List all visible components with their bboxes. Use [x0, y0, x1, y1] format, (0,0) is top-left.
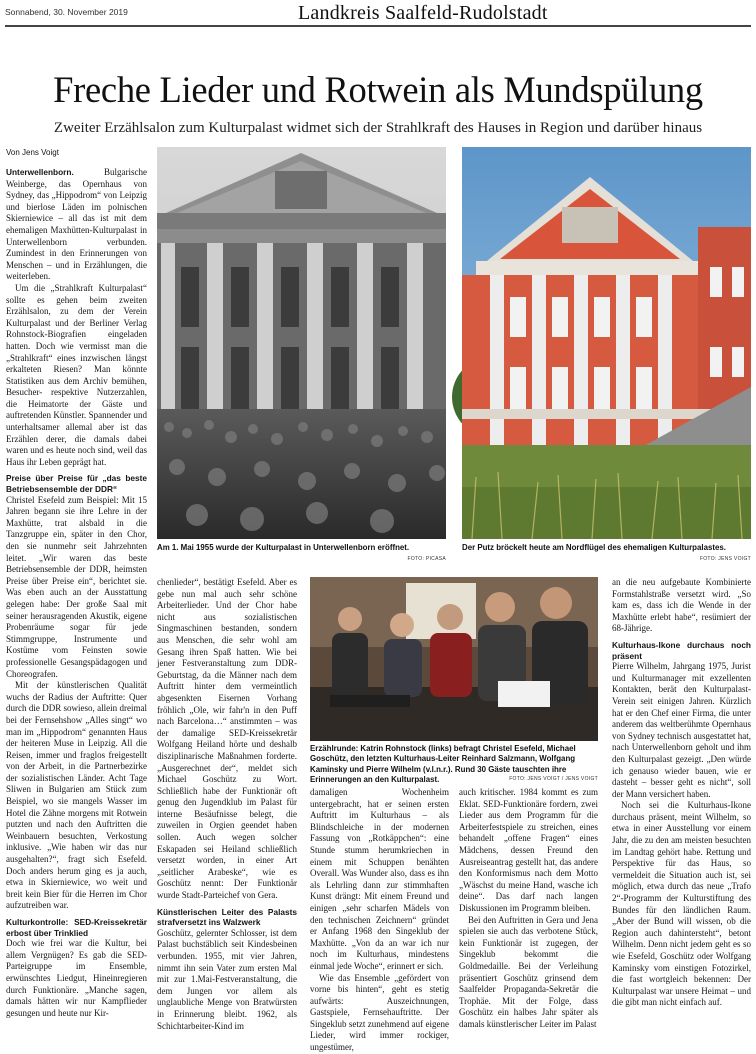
paragraph: chenlieder“, bestätigt Esefeld. Aber es gebe nun mal auch sehr schöne Arbeiterlieder. Und der Chor habe nicht aus sozialistischen Singmaschinen bestanden, sondern aus Menschen, die sehr wohl am Gesang ihren Spaß hatten. Wie bei jener Festveranstaltung zum DDR-Geburtstag, da die Männer nach dem Auftritt hinter dem vermeintlich abgesenkten Eisernen Vorhang fröhlich „Ole, wir fahr'n in den Puff nach Barcelona…“ anstimmten – was der damalige SED-Kreissekretär Wolfgang Heiland hörte und deshalb disziplinarische Maßnahmen forderte. „Ausgerechnet der“, meldet sich Michael Goschütz zu Wort. Schließlich habe der Funktionär oft genug den Jugendklub im Palast für interne Besäufnisse belegt, die zuweilen in Orgien geendet haben sollen. Auch wegen solcher Eskapaden sei Heiland schließlich versetzt worden, in einer Art „seitlicher Arabeske“, wie es Goschütz nennt: Der Funktionär wurde Stadt-Parteichef von Gera.: [157, 577, 297, 901]
text-column-2: [157, 577, 297, 1031]
photo-caption: Am 1. Mai 1955 wurde der Kulturpalast in Unterwellenborn eröffnet.: [157, 543, 410, 552]
historic-building-crowd-image: [157, 147, 446, 539]
photo-caption: Erzählrunde: Katrin Rohnstock (links) befragt Christel Esefeld, Michael Goschütz, den letzten Kulturhaus-Leiter Reinhard Salzmann, Wolfgang Kaminsky und Pierre Wilhelm (v.l.n.r.). Rund 30 Gäste tauschten ihre Erinnerungen an den Kulturpalast.: [310, 744, 576, 785]
paragraph: Bulgarische Weinberge, das Opernhaus von Sydney, das „Hippodrom“ von Leipzig und bierlose Läden im polnischen Skierniewice – all das ist mit dem ehemaligen Maxhütten-Kulturpalast in Unterwellenborn verbunden. Zumindest in den Erinnerungen von Menschen – und in Erzählungen, die weiterleben.: [6, 167, 147, 282]
photo-credit: FOTO: JENS VOIGT / JENS VOIGT: [509, 776, 598, 782]
byline: Von Jens Voigt: [6, 148, 59, 157]
crosshead: Künstlerischen Leiter des Palasts strafversetzt ins Walzwerk: [157, 906, 297, 928]
subheadline: Zweiter Erzählsalon zum Kulturpalast widmet sich der Strahlkraft des Hauses in Region und darüber hinaus: [53, 120, 703, 136]
discussion-panel-image: [310, 577, 598, 741]
paragraph: an die neu aufgebaute Kombinierte Formstahlstraße versetzt wird. „So kam es, dass ich die Wende in der Maxhütte erlebt habe“, resümiert der 68-Jährige.: [612, 577, 751, 634]
paragraph: Wie das Ensemble „gefördert von vorne bis hinten“, geht es stetig aufwärts: Auszeichnungen, Gastspiele, Fernsehauftritte. Der Singeklub setzt zunehmend auf eigene Lieder, wird immer rockiger, ungestümer,: [310, 972, 449, 1053]
text-column-1: [6, 167, 147, 1019]
photo-discussion: [310, 577, 598, 741]
paragraph: auch kritischer. 1984 kommt es zum Eklat. SED-Funktionäre fordern, zwei Lieder aus dem Programm für die Arbeiterfestspiele zu streichen, eines behandelt „offene Fragen“ eines Mädchens, dessen Freund den Ausreiseantrag gestellt hat, das andere den Konformismus nach dem Motto „Wäschst du meine Hand, wasche ich deine“. Das darf nach langen Diskussionen im Programm bleiben.: [459, 787, 598, 913]
paragraph: Mit der künstlerischen Qualität wuchs der Radius der Auftritte: Quer durch die DDR sowieso, allein dreimal bei der Fernsehshow „Alles singt“ wo man im „Hippodrom“ genannten Haus der heiteren Muse in Leipzig. All die Reisen, immer und fraglos freigestellt von der Arbeit, in die Partnerbezirke der sozialistischen Länder. Acht Tage Sliwen in Bulgarien am Stück zum Beispiel, wo sie mangels Wasser im Hotel die Zähne morgens mit Rotwein putzten und nach den Auftritten die Weinbauern besuchten, Verkostung inklusive. „Wie haben wir das nur ausgehalten?“, fragt sich Esefeld. Doch anders herum ging es ja auch, etwa in Skierniewice, wo weit und breit kein Bier für die Herren im Chor aufzutreiben war.: [6, 680, 147, 911]
photo-credit: FOTO: JENS VOIGT: [699, 556, 751, 562]
paragraph: Doch wie frei war die Kultur, bei allem Vergnügen? Es gab die SED-Parteigruppe im Ensemble, erwünschtes Liedgut, Hineinregieren durch Funktionäre. „Manche sagen, damals hätten wir nur Kampflieder gesungen und heute nur Kir-: [6, 938, 147, 1018]
text-column-3: [310, 787, 449, 1053]
text-column-4: [459, 787, 598, 1029]
photo-north-wing: [462, 147, 751, 539]
paragraph: Goschütz, gelernter Schlosser, ist dem Palast buchstäblich seit Kindesbeinen verbunden. 1955, mit vier Jahren, nimmt ihn sein Vater zum ersten Mal mit zur 1.Mai-Festveranstaltung, die dem Jungen vor allem als unglaubliche Menge von Bratwürsten in Erinnerung bleibt. 1962, als Schichtarbeiter-Kind im: [157, 927, 297, 1031]
headline: Freche Lieder und Rotwein als Mundspülung: [53, 69, 703, 110]
paragraph: Christel Esefeld zum Beispiel: Mit 15 Jahren begann sie ihre Lehre in der Maxhütte, trat alsbald in die Tanzgruppe ein, später in den Chor, den sie nunmehr seit Jahrzehnten leitet. „Wir waren das beste Betriebsensemble der DDR, heimsten Preise über Preise ein“, berichtet sie. Was eben auch an der Ausstattung gelegen habe: Der große Saal mit seiner herausragenden Akustik, eigene Probenräume sogar für jede Stimmgruppe, Instrumente und Kostüme vom Feinsten sowie professionelle Gesangspädagogen und Choreografen.: [6, 494, 147, 679]
paragraph: Pierre Wilhelm, Jahrgang 1975, Jurist und Kulturmanager mit exzellenten Kontakten, berät den Kulturpalast-Verein seit einigen Jahren. Kürzlich hat er den Chef einer Firma, die unter anderem das weltberühmte Opernhaus von Sydney technisch ausgestattet hat, nach Unterwellenborn geholt und ihm den Kulturpalast gezeigt. „Den würde ich genauso wieder bauen, wie er dasteht – besser geht es nicht“, soll der Mann versichert haben.: [612, 661, 751, 799]
crosshead: Kulturkontrolle: SED-Kreissekretär erbost über Trinklied: [6, 917, 147, 938]
issue-date: Sonnabend, 30. November 2019: [5, 7, 128, 17]
paragraph: damaligen Wochenheim untergebracht, hat er seinen ersten Auftritt im Kulturhaus – als Blindschleiche in der modernen Fassung von „Rotkäppchen“: eine Stunde stumm herumkriechen in einem mit Schuppen benähten Overall. Was Wunder also, dass es ihn als Lehrling dann zur stimmhaften Kunst drängt: Mit einem Freund und einigen „sehr scharfen Mädels von den technischen Zeichnern“ gründet er Anfang 1968 den Singeklub der Maxhütte. „Von da an war ich nur noch im Kulturhaus, mindestens einmal jede Woche“, erinnert er sich.: [310, 787, 449, 971]
paragraph: Noch sei die Kulturhaus-Ikone durchaus präsent, meint Wilhelm, so etwa in einer Ausstellung vor einem Jahr, die zu den am meisten besuchten im Landtag gehört habe. Rettung und Perspektive für das Haus, so vermeldeit die Situation auch ist, sei möglich, etwa durch das neue „Trafo 2“-Programm der Kulturstiftung des Bundes für den ländlichen Raum. „Aber der Bund will wissen, ob die Region auch dahintersteht“, betont Wilhelm. Denn nicht jedem geht es so wie Esefeld, Goschütz oder Wolfgang Kaminsky vom einstigen Fotozirkel, die fast wortgleich bekennen: Der Kulturpalast war unsere Heimat – und die gibt man nicht einfach auf.: [612, 800, 751, 1008]
crosshead: Kulturhaus-Ikone durchaus noch präsent: [612, 639, 751, 661]
text-column-5: [612, 577, 751, 1019]
photo-credit: FOTO: PICASA: [407, 556, 446, 562]
building-today-image: [462, 147, 751, 539]
section-title: Landkreis Saalfeld-Rudolstadt: [298, 2, 548, 24]
crosshead: Preise über Preise für „das beste Betriebsensemble der DDR“: [6, 473, 147, 495]
dateline-location: Unterwellenborn.: [6, 167, 74, 177]
header-rule: [5, 25, 751, 27]
photo-caption: Der Putz bröckelt heute am Nordflügel des ehemaligen Kulturpalastes.: [462, 543, 726, 552]
paragraph: Um die „Strahlkraft Kulturpalast“ sollte es gehen beim zweiten Erzählsalon, zu dem der Verein Kulturpalast und der Berliner Verlag Rohnstock-Biografien eingeladen hatten. Doch wie vermisst man die „Strahlkraft“ eines inzwischen längst erkalteten Riesen? Man könnte Statistiken aus dem Archiv bemühen, Besucher- respektive Nutzerzahlen, die Heimatorte der Gäste und auftretenden Künstler. Spannender und unterhaltsamer allemal aber ist das Erzählen derer, die damals dabei waren und es heute noch sind, weil das Haus ihr Leben geprägt hat.: [6, 282, 147, 467]
photo-opening-1955: [157, 147, 446, 539]
paragraph: Bei den Auftritten in Gera und Jena spielen sie auch das verbotene Stück, kein Funktionär ist zugegen, der Singeklub bekommt die Goldmedaille. Bei der Verleihung präsentiert Goschütz grinsend dem Saalfelder Propaganda-Sekretär die Trophäe. Mit der Folge, dass Goschütz ein halbes Jahr später als damals künstlerischer Leiter im Palast: [459, 914, 598, 1029]
